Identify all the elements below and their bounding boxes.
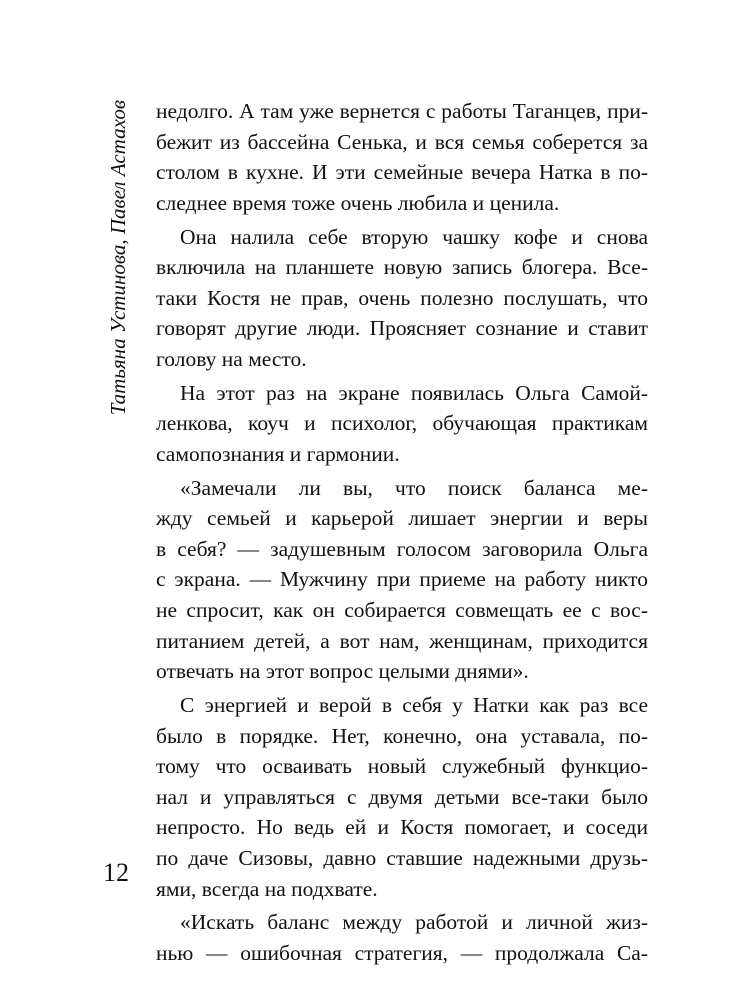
body-text (156, 96, 648, 972)
running-head-text: Татьяна Устинова, Павел Астахов (106, 100, 130, 416)
text-line: ями, всегда на подхвате. (156, 876, 378, 901)
paragraph (156, 473, 648, 687)
text-line: говорят другие люди. Проясняет сознание и ставит (156, 316, 648, 341)
paragraph (156, 378, 648, 470)
text-line: отвечать на этот вопрос целыми днями». (156, 659, 529, 684)
text-line: нал и управляться с двумя детьми все-таки было (156, 784, 648, 809)
paragraph (156, 690, 648, 904)
paragraph (156, 222, 648, 375)
text-line: На этот раз на экране появилась Ольга Самой- (180, 380, 648, 405)
text-line: жду семьей и карьерой лишает энергии и веры (156, 506, 648, 531)
running-head (103, 100, 133, 860)
text-line: с экрана. — Мужчину при приеме на работу никто (156, 567, 648, 592)
paragraph (156, 96, 648, 218)
text-line: нью — ошибочная стратегия, — продолжала Са- (156, 940, 648, 965)
text-line: недолго. А там уже вернется с работы Таганцев, при- (156, 99, 648, 123)
text-line: «Искать баланс между работой и личной жиз- (180, 910, 648, 935)
text-line: по даче Сизовы, давно ставшие надежными друзь- (156, 846, 648, 870)
text-line: тому что осваивать новый служебный функцио- (156, 754, 648, 779)
text-line: бежит из бассейна Сенька, и вся семья соберется за (156, 129, 648, 154)
text-line: Она налила себе вторую чашку кофе и снова (180, 224, 648, 249)
text-line: самопознания и гармонии. (156, 441, 400, 466)
text-line: С энергией и верой в себя у Натки как раз все (180, 693, 648, 718)
text-line: в себя? — задушевным голосом заговорила Ольга (156, 536, 648, 561)
text-line: питанием детей, а вот нам, женщинам, приходится (156, 628, 648, 653)
text-line: следнее время тоже очень любила и ценила. (156, 190, 560, 215)
text-line: голову на место. (156, 346, 307, 371)
text-line: столом в кухне. И эти семейные вечера Натка в по- (156, 160, 648, 185)
text-line: не спросит, как он собирается совмещать ее с вос- (156, 598, 648, 623)
paragraph (156, 907, 648, 968)
page-number: 12 (103, 858, 129, 887)
text-line: было в порядке. Нет, конечно, она уставала, по- (156, 723, 648, 748)
text-line: «Замечали ли вы, что поиск баланса ме- (180, 475, 648, 500)
text-line: таки Костя не прав, очень полезно послушать, что (156, 285, 648, 310)
text-line: включила на планшете новую запись блогера. Все- (156, 255, 648, 280)
text-line: непросто. Но ведь ей и Костя помогает, и соседи (156, 815, 648, 840)
text-line: ленкова, коуч и психолог, обучающая практикам (156, 411, 648, 436)
